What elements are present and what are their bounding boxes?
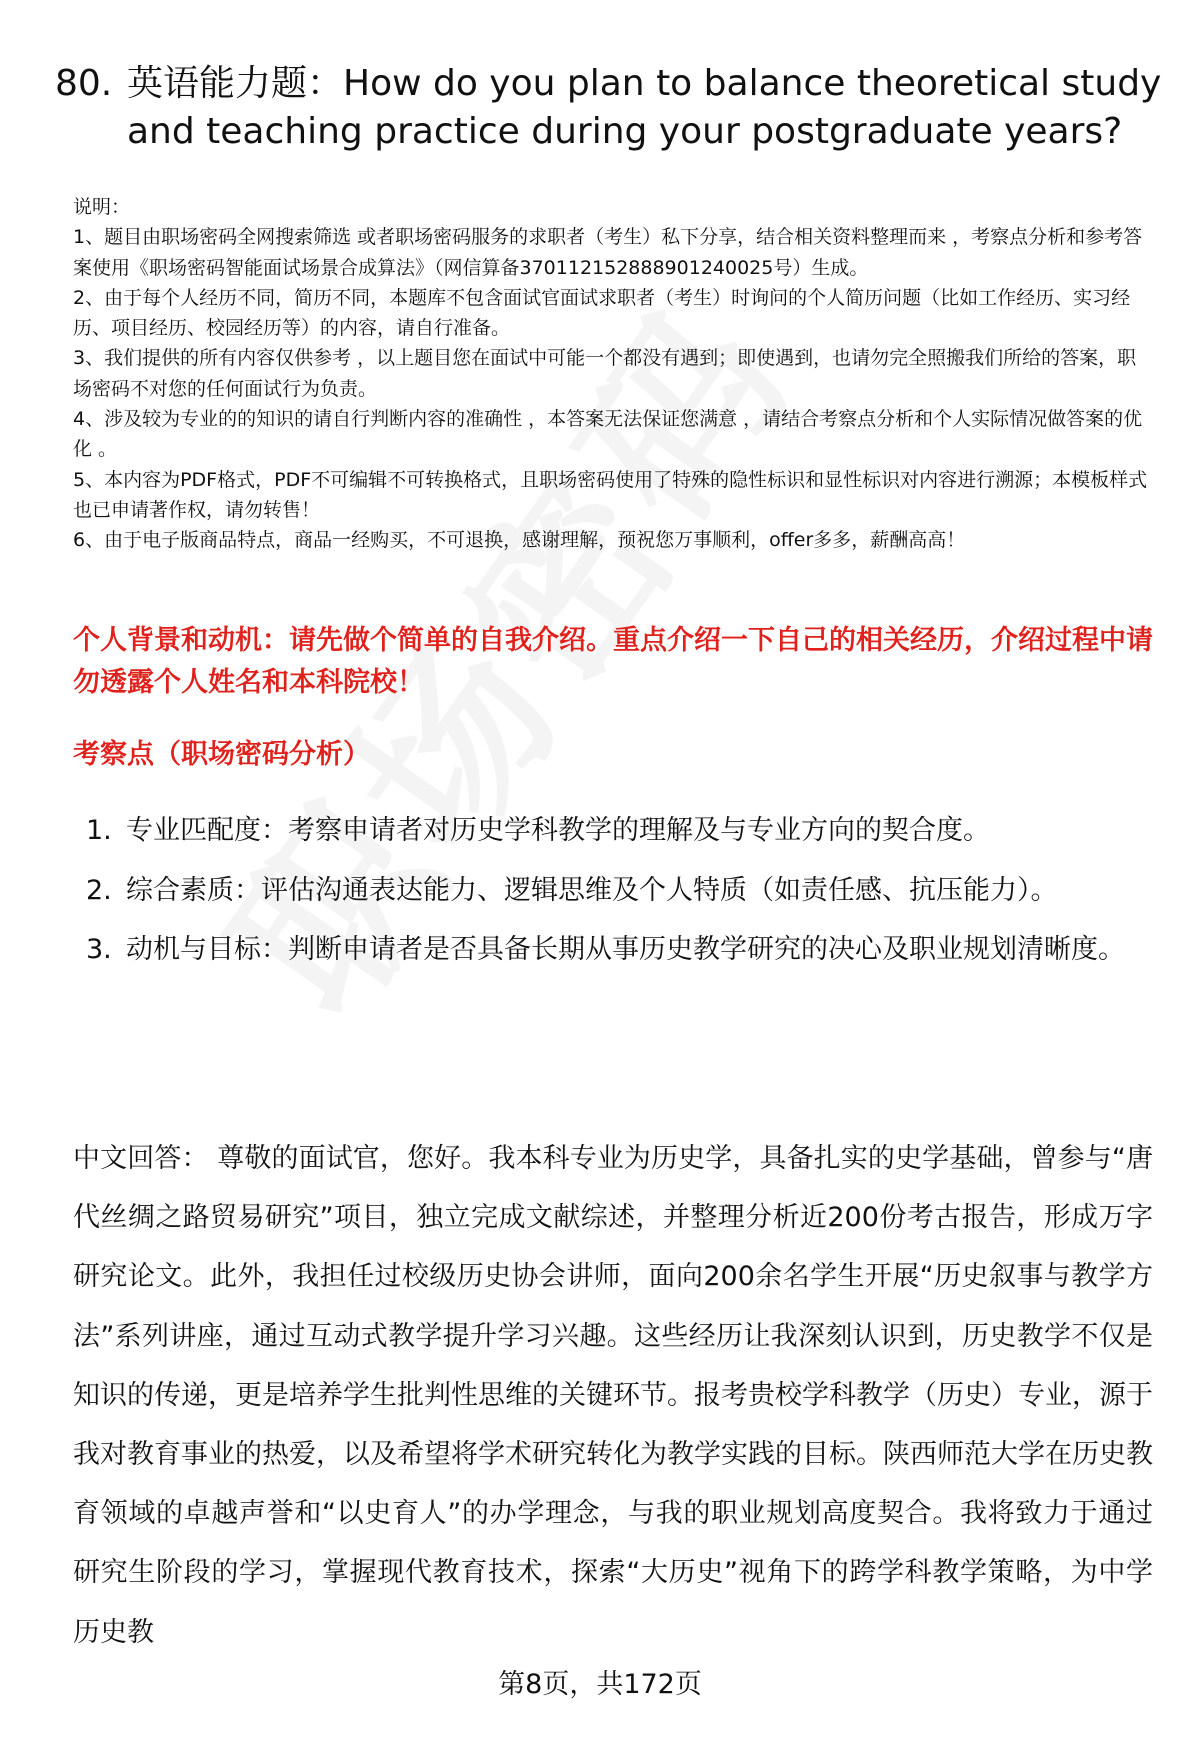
note-item: 6、由于电子版商品特点，商品一经购买，不可退换，感谢理解，预祝您万事顺利，offer多多，薪酬高高！ [73, 529, 966, 552]
answer-label: 中文回答： [73, 1143, 209, 1174]
answer-text: 尊敬的面试官，您好。我本科专业为历史学，具备扎实的史学基础，曾参与“唐代丝绸之路贸易研究”项目，独立完成文献综述，并整理分析近200份考古报告，形成万字研究论文。此外，我担任过校级历史协会讲师，面向200余名学生开展“历史叙事与教学方法”系列讲座，通过互动式教学提升学习兴趣。这些经历让我深刻认识到，历史教学不仅是知识的传递，更是培养学生批判性思维的关键环节。报考贵校学科教学（历史）专业，源于我对教育事业的热爱，以及希望将学术研究转化为教学实践的目标。陕西师范大学在历史教育领域的卓越声誉和“以史育人”的办学理念，与我的职业规划高度契合。我将致力于通过研究生阶段的学习，掌握现代教育技术，探索“大历史”视角下的跨学科教学策略，为中学历史教 [73, 1143, 1154, 1648]
note-item: 1、题目由职场密码全网搜索筛选 或者职场密码服务的求职者（考生）私下分享，结合相关资料整理而来 ，考察点分析和参考答案使用《职场密码智能面试场景合成算法》（网信算备370112152888901240025号）生成。 [73, 226, 1143, 279]
analysis-heading: 考察点（职场密码分析） [73, 739, 370, 770]
note-item: 4、涉及较为专业的的知识的请自行判断内容的准确性 ，本答案无法保证您满意 ，请结合考察点分析和个人实际情况做答案的优化 。 [73, 408, 1143, 461]
question-number: 80. [55, 63, 113, 104]
list-number: 2. [86, 874, 112, 906]
list-number: 1. [86, 815, 112, 846]
answer-paragraph [73, 1129, 1153, 1662]
list-text: 动机与目标：判断申请者是否具备长期从事历史教学研究的决心及职业规划清晰度。 [126, 934, 1125, 965]
note-item: 5、本内容为PDF格式，PDF不可编辑不可转换格式，且职场密码使用了特殊的隐性标识和显性标识对内容进行溯源；本模板样式也已申请著作权，请勿转售！ [73, 468, 1148, 521]
notes-section [73, 192, 1153, 556]
list-text: 综合素质：评估沟通表达能力、逻辑思维及个人特质（如责任感、抗压能力）。 [126, 874, 1058, 906]
list-item [80, 801, 1140, 861]
question-title [55, 60, 1165, 156]
note-item: 2、由于每个人经历不同，简历不同，本题库不包含面试官面试求职者（考生）时询问的个人简历问题（比如工作经历、实习经历、项目经历、校园经历等）的内容，请自行准备。 [73, 286, 1131, 340]
question-text: 英语能力题：How do you plan to balance theoretical study and teaching practice during your postgraduate years? [127, 63, 1162, 152]
list-item [80, 861, 1140, 921]
notes-heading: 说明： [73, 196, 131, 218]
analysis-list [80, 801, 1140, 980]
list-item [80, 920, 1140, 980]
list-text: 专业匹配度：考察申请者对历史学科教学的理解及与专业方向的契合度。 [126, 815, 990, 846]
background-heading: 个人背景和动机：请先做个简单的自我介绍。重点介绍一下自己的相关经历，介绍过程中请勿透露个人姓名和本科院校！ [73, 625, 1153, 698]
list-number: 3. [86, 934, 112, 965]
note-item: 3、我们提供的所有内容仅供参考 ，以上题目您在面试中可能一个都没有遇到；即使遇到，也请勿完全照搬我们所给的答案，职场密码不对您的任何面试行为负责。 [73, 347, 1137, 400]
page-footer: 第8页，共172页 [498, 1669, 702, 1700]
